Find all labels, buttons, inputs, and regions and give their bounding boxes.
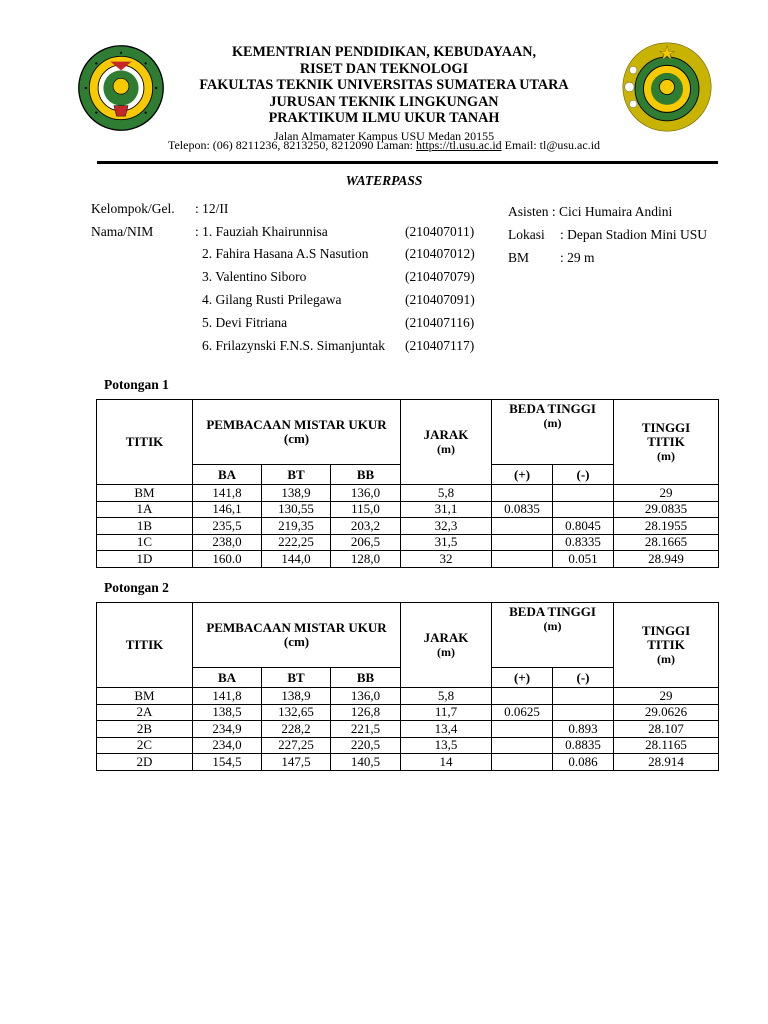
cell-ba: 146,1	[193, 501, 262, 518]
header-jarak-label: JARAK	[423, 427, 469, 442]
lokasi-label: Lokasi	[508, 227, 545, 242]
cell-titik: 1B	[97, 518, 193, 535]
table-row	[97, 704, 719, 721]
nama-label: Nama/NIM	[91, 224, 154, 239]
header-jarak-unit: (m)	[437, 645, 456, 659]
header-titik: TITIK	[97, 603, 193, 688]
cell-jarak: 14	[401, 754, 492, 771]
table-1-body	[97, 485, 719, 568]
member-name-5: 5. Devi Fitriana	[202, 315, 288, 330]
cell-bt: 130,55	[262, 501, 331, 518]
cell-ba: 160.0	[193, 551, 262, 568]
cell-titik: 2D	[97, 754, 193, 771]
header-pembacaan: PEMBACAAN MISTAR UKUR (cm)	[193, 400, 401, 465]
cell-beda-minus: 0.051	[553, 551, 614, 568]
cell-tinggi-titik: 29.0626	[614, 704, 719, 721]
website-link[interactable]: https://tl.usu.ac.id	[415, 138, 502, 152]
cell-beda-minus: 0.893	[553, 721, 614, 738]
cell-jarak: 13,5	[401, 737, 492, 754]
cell-beda-minus: 0.8835	[553, 737, 614, 754]
member-nim-5: (210407116)	[405, 315, 475, 330]
cell-titik: 2C	[97, 737, 193, 754]
header-jarak	[401, 603, 492, 688]
letterhead-line-2: RISET DAN TEKNOLOGI	[299, 60, 469, 77]
header-tinggi-label: TINGGI TITIK	[641, 623, 691, 652]
table-row	[97, 688, 719, 705]
header-jarak-label: JARAK	[423, 630, 469, 645]
header-bb: BB	[331, 668, 401, 688]
cell-beda-plus	[492, 534, 553, 551]
header-ba: BA	[193, 668, 262, 688]
cell-bt: 227,25	[262, 737, 331, 754]
cell-beda-minus: 0.086	[553, 754, 614, 771]
cell-bb: 115,0	[331, 501, 401, 518]
cell-beda-minus: 0.8335	[553, 534, 614, 551]
member-name-2: 2. Fahira Hasana A.S Nasution	[202, 246, 369, 261]
table-2-body	[97, 688, 719, 771]
section-label-potongan-2: Potongan 2	[104, 580, 169, 595]
document-title: WATERPASS	[345, 173, 423, 188]
header-tinggi-unit: (m)	[657, 449, 676, 463]
cell-tinggi-titik: 28.1955	[614, 518, 719, 535]
header-beda-tinggi	[492, 603, 614, 668]
cell-bt: 222,25	[262, 534, 331, 551]
waterpass-table-1	[96, 399, 719, 568]
cell-titik: BM	[97, 688, 193, 705]
cell-jarak: 32	[401, 551, 492, 568]
cell-beda-minus: 0.8045	[553, 518, 614, 535]
cell-ba: 141,8	[193, 485, 262, 502]
cell-beda-plus	[492, 688, 553, 705]
lokasi-value: : Depan Stadion Mini USU	[560, 227, 707, 242]
cell-bb: 221,5	[331, 721, 401, 738]
header-beda-label: BEDA TINGGI	[509, 401, 596, 416]
cell-bb: 140,5	[331, 754, 401, 771]
cell-tinggi-titik: 28.107	[614, 721, 719, 738]
cell-bt: 132,65	[262, 704, 331, 721]
cell-ba: 154,5	[193, 754, 262, 771]
cell-jarak: 5,8	[401, 688, 492, 705]
cell-beda-plus	[492, 518, 553, 535]
header-beda-unit: (m)	[543, 416, 562, 430]
cell-jarak: 32,3	[401, 518, 492, 535]
header-beda-tinggi	[492, 400, 614, 465]
cell-beda-minus	[553, 704, 614, 721]
cell-bb: 136,0	[331, 688, 401, 705]
cell-titik: 1A	[97, 501, 193, 518]
cell-ba: 235,5	[193, 518, 262, 535]
cell-bt: 138,9	[262, 688, 331, 705]
letterhead-line-5: PRAKTIKUM ILMU UKUR TANAH	[268, 110, 500, 126]
table-row	[97, 534, 719, 551]
letterhead-line-1: KEMENTRIAN PENDIDIKAN, KEBUDAYAAN,	[231, 44, 537, 60]
header-beda-unit: (m)	[543, 619, 562, 633]
cell-titik: 1D	[97, 551, 193, 568]
cell-tinggi-titik: 29	[614, 485, 719, 502]
cell-titik: BM	[97, 485, 193, 502]
cell-bt: 138,9	[262, 485, 331, 502]
header-plus: (+)	[492, 465, 553, 485]
header-divider	[97, 161, 718, 164]
header-bt: BT	[262, 668, 331, 688]
header-jarak	[401, 400, 492, 485]
cell-beda-minus	[553, 485, 614, 502]
table-row	[97, 721, 719, 738]
waterpass-table-2	[96, 602, 719, 771]
cell-ba: 141,8	[193, 688, 262, 705]
cell-beda-plus: 0.0625	[492, 704, 553, 721]
cell-ba: 234,9	[193, 721, 262, 738]
letterhead-line-3: FAKULTAS TEKNIK UNIVERSITAS SUMATERA UTARA	[199, 77, 569, 93]
header-beda-label: BEDA TINGGI	[509, 604, 596, 619]
letterhead-address: Jalan Almamater Kampus USU Medan 20155	[273, 128, 495, 143]
section-label-potongan-1: Potongan 1	[104, 377, 169, 392]
member-name-3: 3. Valentino Siboro	[202, 269, 307, 284]
member-nim-1: (210407011)	[405, 224, 475, 239]
cell-jarak: 13,4	[401, 721, 492, 738]
cell-bb: 136,0	[331, 485, 401, 502]
member-nim-3: (210407079)	[405, 269, 475, 284]
cell-beda-minus	[553, 688, 614, 705]
cell-bb: 128,0	[331, 551, 401, 568]
table-row	[97, 737, 719, 754]
header-minus: (-)	[553, 668, 614, 688]
cell-bt: 147,5	[262, 754, 331, 771]
cell-beda-plus	[492, 721, 553, 738]
cell-titik: 2A	[97, 704, 193, 721]
cell-tinggi-titik: 28.949	[614, 551, 719, 568]
header-pembacaan: PEMBACAAN MISTAR UKUR (cm)	[193, 603, 401, 668]
header-tinggi-titik	[614, 400, 719, 485]
header-tinggi-unit: (m)	[657, 652, 676, 666]
cell-titik: 2B	[97, 721, 193, 738]
cell-bt: 144,0	[262, 551, 331, 568]
header-bt: BT	[262, 465, 331, 485]
cell-beda-plus	[492, 551, 553, 568]
cell-ba: 234,0	[193, 737, 262, 754]
letterhead-contact	[100, 138, 668, 153]
letterhead	[150, 44, 618, 144]
member-name-4: 4. Gilang Rusti Prilegawa	[202, 292, 342, 307]
cell-beda-plus	[492, 737, 553, 754]
table-row	[97, 754, 719, 771]
kelompok-value: : 12/II	[195, 201, 229, 216]
cell-bb: 220,5	[331, 737, 401, 754]
kelompok-label: Kelompok/Gel.	[91, 201, 175, 216]
cell-tinggi-titik: 28.914	[614, 754, 719, 771]
cell-ba: 138,5	[193, 704, 262, 721]
table-row	[97, 518, 719, 535]
cell-bt: 228,2	[262, 721, 331, 738]
member-name-1: : 1. Fauziah Khairunnisa	[195, 224, 328, 239]
cell-tinggi-titik: 29.0835	[614, 501, 719, 518]
table-row	[97, 551, 719, 568]
header-minus: (-)	[553, 465, 614, 485]
member-name-6: 6. Frilazynski F.N.S. Simanjuntak	[202, 338, 386, 353]
asisten-line: Asisten : Cici Humaira Andini	[508, 204, 673, 219]
cell-beda-minus	[553, 501, 614, 518]
cell-jarak: 31,1	[401, 501, 492, 518]
cell-bt: 219,35	[262, 518, 331, 535]
member-nim-6: (210407117)	[405, 338, 475, 353]
cell-tinggi-titik: 28.1165	[614, 737, 719, 754]
cell-titik: 1C	[97, 534, 193, 551]
contact-phone: Telepon: (06) 8211236, 8213250, 8212090 Laman:	[167, 138, 416, 152]
table-row	[97, 501, 719, 518]
header-tinggi-label: TINGGI TITIK	[641, 420, 691, 449]
contact-email: Email: tl@usu.ac.id	[501, 138, 601, 152]
cell-bb: 126,8	[331, 704, 401, 721]
cell-beda-plus	[492, 754, 553, 771]
header-jarak-unit: (m)	[437, 442, 456, 456]
cell-bb: 203,2	[331, 518, 401, 535]
cell-bb: 206,5	[331, 534, 401, 551]
cell-beda-plus	[492, 485, 553, 502]
letterhead-line-4: JURUSAN TEKNIK LINGKUNGAN	[269, 93, 499, 110]
header-bb: BB	[331, 465, 401, 485]
table-row	[97, 485, 719, 502]
cell-ba: 238,0	[193, 534, 262, 551]
header-ba: BA	[193, 465, 262, 485]
cell-beda-plus: 0.0835	[492, 501, 553, 518]
header-titik: TITIK	[97, 400, 193, 485]
member-nim-2: (210407012)	[405, 246, 475, 261]
cell-jarak: 11,7	[401, 704, 492, 721]
faculty-seal-logo	[620, 40, 714, 134]
cell-tinggi-titik: 28.1665	[614, 534, 719, 551]
cell-jarak: 31,5	[401, 534, 492, 551]
cell-jarak: 5,8	[401, 485, 492, 502]
header-tinggi-titik	[614, 603, 719, 688]
cell-tinggi-titik: 29	[614, 688, 719, 705]
bm-value: : 29 m	[560, 250, 595, 265]
bm-label: BM	[508, 250, 530, 265]
header-plus: (+)	[492, 668, 553, 688]
member-nim-4: (210407091)	[405, 292, 475, 307]
